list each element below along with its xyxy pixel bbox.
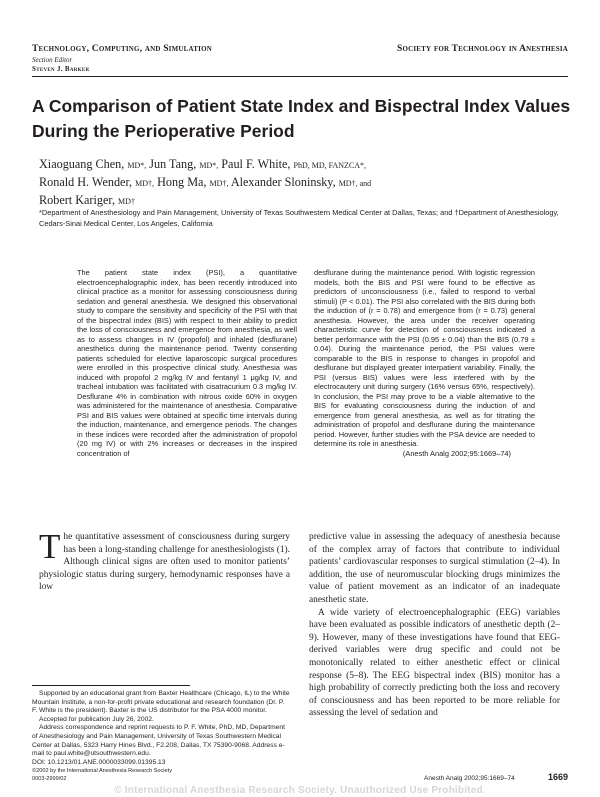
footnote-rule (32, 685, 190, 686)
footer-copyright-block (32, 768, 172, 783)
author-name: Xiaoguang Chen, (39, 157, 125, 171)
author-name: Alexander Sloninsky, (230, 175, 336, 189)
author-degree: MD*, (127, 161, 147, 170)
society-name (397, 44, 568, 54)
affiliations: *Department of Anesthesiology and Pain Management, University of Texas Southwestern Medical Center at Dallas, Texas; and †Department of Anesthesiology, Cedars-Sinai Medical Center, Los Angeles, California (39, 208, 559, 228)
footer-issn: 0003-2999/02 (32, 775, 67, 782)
footnote-grant: Supported by an educational grant from Baxter Healthcare (Chicago, IL) to the White Mountain Institute, a non-for-profit private educational and research foundation (Dr. P. F. White is the president). Baxter is the US distributor for the PSA 4000 monitor. (32, 690, 290, 715)
footnote-doi: DOI: 10.1213/01.ANE.0000033099.01395.13 (32, 758, 166, 766)
author-degree: MD*, (199, 161, 219, 170)
author-name: Jun Tang, (149, 157, 197, 171)
author-name: Robert Kariger, (39, 193, 115, 207)
page-number: 1669 (547, 772, 568, 782)
abstract-right-column (314, 268, 535, 458)
author-degree: MD† (118, 197, 135, 206)
author-name: Hong Ma, (157, 175, 207, 189)
footnote-accepted: Accepted for publication July 26, 2002. (39, 715, 154, 723)
section-title-text: Technology, Computing, and Simulation (32, 44, 212, 54)
section-editor-label: Section Editor (32, 56, 73, 64)
author-degree: MD†, (209, 179, 229, 188)
article-title: A Comparison of Patient State Index and Bispectral Index Values During the Perioperative Period (32, 96, 571, 141)
abstract-citation: (Anesth Analg 2002;95:1669–74) (402, 448, 511, 458)
author-list (39, 156, 539, 210)
footnote-address: Address correspondence and reprint requests to P. F. White, PhD, MD, Department of Anesthesiology and Pain Management, University of Texas Southwestern Medical Center at Dallas, 5323 Harry Hines Blvd., F2.208, Dallas, TX 75390-9068. Address e-mail to paul.white@utsouthwestern.edu. (32, 724, 285, 758)
body-left-column (39, 527, 290, 594)
footer-copyright: ©2002 by the International Anesthesia Research Society (32, 768, 173, 774)
section-title (32, 44, 212, 54)
drop-cap: T (39, 527, 61, 566)
watermark: © International Anesthesia Research Society. Unauthorized Use Prohibited. (114, 785, 486, 796)
body-intro-text: he quantitative assessment of consciousness during surgery has been a long-standing challenge for anesthesiologists (1). Although clinical signs are often used to monitor patients’ physiologic status during surgery, hemodynamic responses have a low (39, 532, 290, 593)
author-name: Paul F. White, (221, 157, 291, 171)
society-name-text: Society for Technology in Anesthesia (396, 44, 568, 54)
abstract-left-column: The patient state index (PSI), a quantitative electroencephalographic index, has been recently introduced into clinical practice as a monitor for assessing consciousness during sedation and general anesthesia. We designed this observational study to compare the sensitivity and specificity of the PSI with that of the bispectral index (BIS) with respect to their ability to predict the loss of consciousness and emergence from anesthesia, as well as to assess changes in IV (propofol) and inhaled (desflurane) anesthetics during the maintenance period. Twenty consenting patients scheduled for elective laparoscopic surgical procedures were enrolled in this prospective clinical study. Anesthesia was induced with propofol 2 mg/kg IV and fentanyl 1 μg/kg IV, and tracheal intubation was facilitated with cisatracurium 0.3 mg/kg IV. Desflurane 4% in combination with nitrous oxide 60% in oxygen was administered for the maintenance of anesthesia. Comparative PSI and BIS values were obtained at specific time intervals during the induction, maintenance, and emergence periods. The changes in these indices were recorded after the administration of propofol (20 mg IV) or with 2% increases or decreases in the inspired concentration of (77, 268, 297, 458)
author-degree: PhD, MD, FANZCA*, (293, 161, 367, 170)
author-degree: MD†, and (338, 179, 372, 188)
author-name: Ronald H. Wender, (39, 175, 133, 189)
body-paragraph: predictive value in assessing the adequacy of anesthesia because of the complex array of factors that contribute to individual patients’ cardiovascular responses to surgical stimulation (2–4). In addition, the use of neuromuscular blocking drugs minimizes the value of patient movement as an indicator of an inadequate anesthetic state. (309, 532, 560, 605)
author-degree: MD†, (135, 179, 155, 188)
section-editor-name-text: Steven J. Barker (32, 65, 90, 73)
footer-journal-citation: Anesth Analg 2002;95:1669–74 (424, 775, 515, 782)
footnotes (32, 690, 290, 767)
body-paragraph: A wide variety of electroencephalographic (EEG) variables have been evaluated as possible indicators of anesthetic depth (2–9). However, many of these investigations have found that EEG-derived variables were drug specific and could not be monotonically related to either anesthetic effect or clinical response (5–8). The EEG bispectral index (BIS) monitor has a high probability of correctly predicting both the loss and recovery of consciousness and has been reported to be more reliable for assessing the level of sedation and (309, 607, 560, 719)
body-right-column (309, 531, 560, 720)
header-rule (32, 76, 568, 77)
abstract-right-text: desflurane during the maintenance period. With logistic regression models, both the BIS and PSI were found to be effective as predictors of unconsciousness (i.e., failed to respond to verbal stimuli) (P < 0.01). The PSI also correlated with the BIS during both the induction of (r = 0.78) and emergence from (r = 0.73) general anesthesia. However, the area under the receiver operating characteristic curve for detection of consciousness indicated a better performance with the PSI (0.95 ± 0.04) than the BIS (0.79 ± 0.04). During the maintenance period, the PSI values were comparable to the BIS in response to changes in propofol and desflurane but displayed greater interpatient variability. Finally, the PSI (versus BIS) values were less interfered with by the electrocautery unit during surgery (16% versus 65%, respectively). In conclusion, the PSI may prove to be a viable alternative to the BIS for evaluating consciousness during the induction of and emergence from general anesthesia, as well as for titrating the administration of propofol and desflurane during the maintenance period. However, further studies with the PSA device are needed to determine its role in anesthesia. (314, 268, 535, 448)
section-editor-name (32, 65, 89, 73)
